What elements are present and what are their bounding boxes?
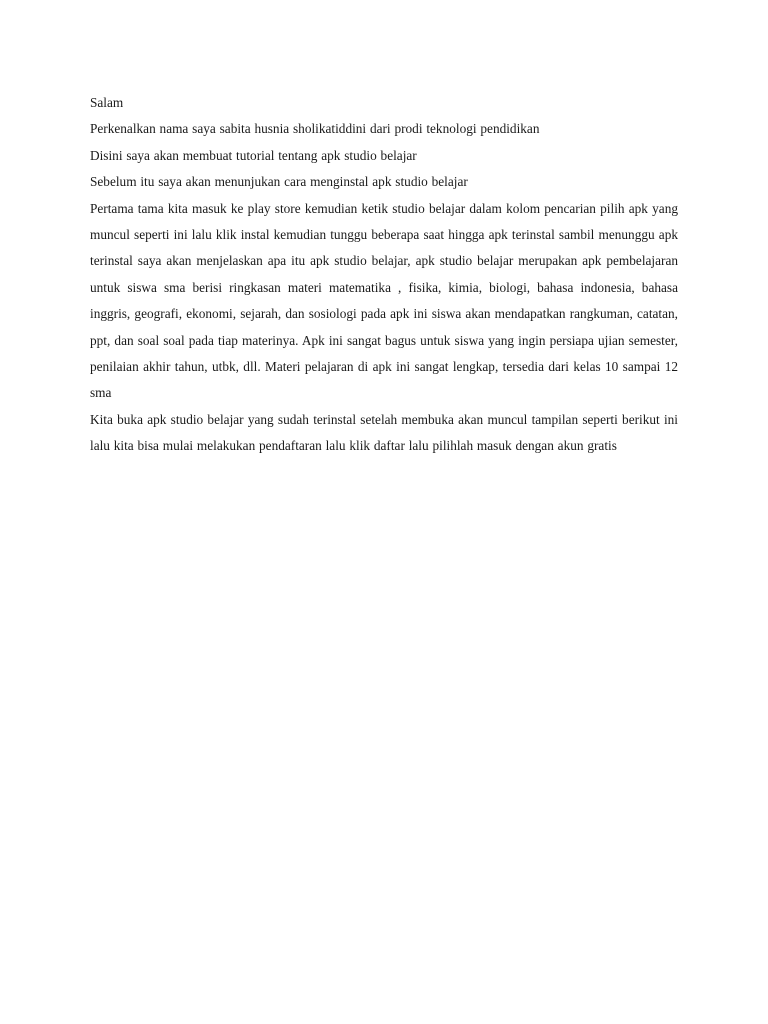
tutorial-topic-paragraph: Disini saya akan membuat tutorial tentang apk studio belajar <box>90 147 417 163</box>
registration-paragraph: Kita buka apk studio belajar yang sudah terinstal setelah membuka akan muncul tampilan seperti berikut ini lalu kita bisa mulai melakukan pendaftaran lalu klik daftar lalu pilihlah masuk dengan akun gratis <box>90 411 678 454</box>
greeting-paragraph: Salam <box>90 95 124 110</box>
document-body <box>90 90 678 460</box>
install-intro-paragraph: Sebelum itu saya akan menunjukan cara menginstal apk studio belajar <box>90 174 468 190</box>
introduction-paragraph: Perkenalkan nama saya sabita husnia sholikatiddini dari prodi teknologi pendidikan <box>90 121 540 137</box>
install-steps-paragraph: Pertama tama kita masuk ke play store kemudian ketik studio belajar dalam kolom pencarian pilih apk yang muncul seperti ini lalu klik instal kemudian tunggu beberapa saat hingga apk terinstal sambil menunggu apk terinstal saya akan menjelaskan apa itu apk studio belajar, apk studio belajar merupakan apk pembelajaran untuk siswa sma berisi ringkasan materi matematika , fisika, kimia, biologi, bahasa indonesia, bahasa inggris, geografi, ekonomi, sejarah, dan sosiologi pada apk ini siswa akan mendapatkan rangkuman, catatan, ppt, dan soal soal pada tiap materinya. Apk ini sangat bagus untuk siswa yang ingin persiapa ujian semester, penilaian akhir tahun, utbk, dll. Materi pelajaran di apk ini sangat lengkap, tersedia dari kelas 10 sampai 12 sma <box>90 200 678 401</box>
